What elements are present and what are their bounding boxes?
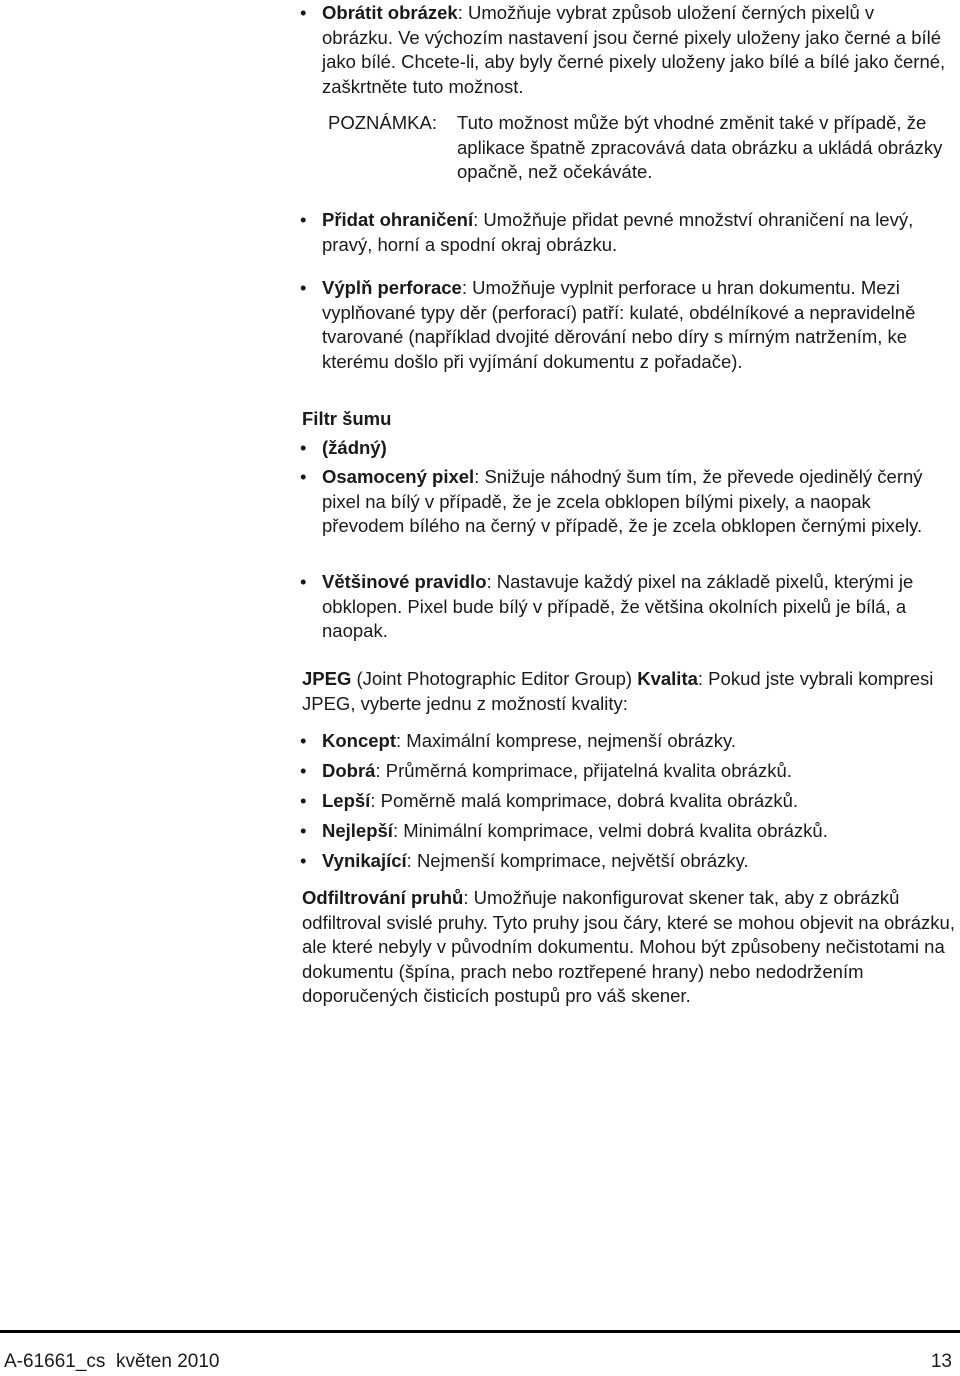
footer-divider [0,1330,960,1333]
item-text: : Umožňuje přidat pevné množství ohraničení na levý, pravý, horní a spodní okraj obrázku. [322,209,914,255]
footer-doc-id: A-61661_cs květen 2010 [4,1351,220,1372]
item-text: : Maximální komprese, nejmenší obrázky. [396,730,736,751]
bullet-icon: • [300,209,307,230]
bullet-icon: • [300,730,307,751]
quality-term: Kvalita [637,668,698,689]
list-item-lone-pixel [300,465,950,539]
bullet-icon: • [300,277,307,298]
bullet-icon: • [300,820,307,841]
list-item-superior [300,849,950,874]
jpeg-term: JPEG [302,668,352,689]
item-term: Většinové pravidlo [322,571,487,592]
item-term: Výplň perforace [322,277,462,298]
noise-filter-heading: Filtr šumu [302,408,392,429]
list-item-add-border [300,208,950,257]
item-term: Dobrá [322,760,376,781]
jpeg-quality-paragraph [302,667,957,716]
item-text: : Poměrně malá komprimace, dobrá kvalita obrázků. [370,790,799,811]
bullet-icon: • [300,760,307,781]
item-term: Lepší [322,790,371,811]
item-text: : Průměrná komprimace, přijatelná kvalita obrázků. [375,760,792,781]
item-term: Osamocený pixel [322,466,475,487]
item-text: : Snižuje náhodný šum tím, že převede ojedinělý černý pixel na bílý v případě, že je zcela obklopen bílými pixely, a naopak převodem bílého na černý v případě, že je zcela obklopen černými pixely. [322,466,923,537]
bullet-icon: • [300,437,307,458]
note-block [328,111,958,185]
page-number: 13 [930,1351,952,1372]
bullet-icon: • [300,466,307,487]
list-item-draft [300,729,950,754]
streak-term: Odfiltrování pruhů [302,887,464,908]
item-term: Koncept [322,730,396,751]
bullet-icon: • [300,850,307,871]
item-term: Vynikající [322,850,407,871]
item-term: Nejlepší [322,820,393,841]
item-term: (žádný) [322,437,387,458]
note-label: POZNÁMKA: [328,112,437,133]
bullet-icon: • [300,571,307,592]
streak-filter-paragraph [302,886,957,1009]
jpeg-text: : Pokud jste vybrali kompresi JPEG, vyberte jednu z možností kvality: [302,668,934,714]
list-item-noise-none [300,436,950,461]
list-item-better [300,789,950,814]
list-item-majority-rule [300,570,950,644]
item-text: : Umožňuje vyplnit perforace u hran dokumentu. Mezi vyplňované typy děr (perforací) patří: kulaté, obdélníkové a nepravidelně tvarované (například dvojité děrování nebo díry s mírným natržením, ke kterému došlo při vyjímání dokumentu z pořadače). [322,277,916,372]
list-item-good [300,759,950,784]
bullet-icon: • [300,2,307,23]
item-text: : Nastavuje každý pixel na základě pixelů, kterými je obklopen. Pixel bude bílý v případě, že většina okolních pixelů je bílá, a naopak. [322,571,914,642]
streak-text: : Umožňuje nakonfigurovat skener tak, aby z obrázků odfiltroval svislé pruhy. Tyto pruhy jsou čáry, které se mohou objevit na obrázku, ale které nebyly v původním dokumentu. Mohou být způsobeny nečistotami na dokumentu (špína, prach nebo roztřepené hrany) nebo nedodržením doporučených čisticích postupů pro váš skener. [302,887,955,1007]
jpeg-mid: (Joint Photographic Editor Group) [351,668,638,689]
list-item-hole-fill [300,276,950,374]
list-item-best [300,819,950,844]
item-text: : Minimální komprimace, velmi dobrá kvalita obrázků. [392,820,828,841]
note-text: Tuto možnost může být vhodné změnit také v případě, že aplikace špatně zpracovává data obrázku a ukládá obrázky opačně, než očekáváte. [457,112,943,183]
item-term: Obrátit obrázek [322,2,458,23]
item-term: Přidat ohraničení [322,209,474,230]
item-text: : Umožňuje vybrat způsob uložení černých pixelů v obrázku. Ve výchozím nastavení jsou černé pixely uloženy jako černé a bílé jako bílé. Chcete-li, aby byly černé pixely uloženy jako bílé a bílé jako černé, zaškrtněte tuto možnost. [322,2,946,97]
list-item-invert-image [300,1,950,99]
item-text: : Nejmenší komprimace, největší obrázky. [406,850,749,871]
bullet-icon: • [300,790,307,811]
